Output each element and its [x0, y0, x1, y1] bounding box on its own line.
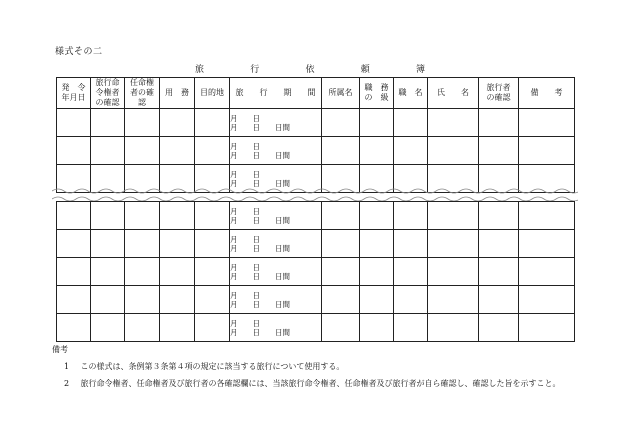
period-start: 月 日: [230, 290, 260, 300]
cell-position[interactable]: [394, 137, 428, 165]
cell-position[interactable]: [394, 286, 428, 314]
cell-business[interactable]: [160, 258, 195, 286]
col-destination: 目的地: [195, 78, 230, 109]
cell-destination[interactable]: [195, 137, 230, 165]
cell-remarks[interactable]: [519, 258, 575, 286]
cell-affiliation[interactable]: [322, 230, 360, 258]
cell-appointer-check[interactable]: [125, 202, 160, 230]
table-row: [57, 137, 575, 165]
cell-job-grade[interactable]: [360, 258, 394, 286]
col-issuer-check: 旅行命 令権者 の確認: [91, 78, 125, 109]
cell-travel-period[interactable]: [230, 230, 322, 258]
cell-business[interactable]: [160, 314, 195, 342]
table-row: [57, 109, 575, 137]
cell-issue-date[interactable]: [57, 109, 91, 137]
cell-issuer-check[interactable]: [91, 314, 125, 342]
col-job-grade: 職 務 の 級: [360, 78, 394, 109]
cell-remarks[interactable]: [519, 137, 575, 165]
note-item: [64, 378, 561, 389]
note-number: 1: [64, 362, 70, 371]
header-row: [57, 78, 575, 109]
cell-position[interactable]: [394, 230, 428, 258]
title-char: 簿: [415, 65, 425, 75]
cell-business[interactable]: [160, 137, 195, 165]
period-start: 月 日: [230, 141, 260, 151]
cell-destination[interactable]: [195, 109, 230, 137]
cell-issuer-check[interactable]: [91, 109, 125, 137]
cell-remarks[interactable]: [519, 230, 575, 258]
title-char: 依: [305, 65, 315, 75]
note-number: 2: [64, 379, 70, 388]
col-remarks: 備 考: [519, 78, 575, 109]
cell-appointer-check[interactable]: [125, 109, 160, 137]
cell-issuer-check[interactable]: [91, 137, 125, 165]
cell-job-grade[interactable]: [360, 314, 394, 342]
cell-name[interactable]: [428, 258, 479, 286]
cell-affiliation[interactable]: [322, 202, 360, 230]
cell-position[interactable]: [394, 109, 428, 137]
cell-affiliation[interactable]: [322, 137, 360, 165]
col-business: 用 務: [160, 78, 195, 109]
note-text: この様式は、条例第３条第４項の規定に該当する旅行について使用する。: [80, 362, 345, 371]
period-end-days: 月 日 日間: [230, 178, 290, 188]
cell-issue-date[interactable]: [57, 202, 91, 230]
table-row: [57, 202, 575, 230]
cell-issue-date[interactable]: [57, 314, 91, 342]
period-start: 月 日: [230, 262, 260, 272]
cell-affiliation[interactable]: [322, 258, 360, 286]
cell-travel-period[interactable]: [230, 109, 322, 137]
note-text: 旅行命令権者、任命権者及び旅行者の各確認欄には、当該旅行命令権者、任命権者及び旅行者が自ら確認し、確認した旨を示すこと。: [80, 379, 561, 388]
period-end-days: 月 日 日間: [230, 215, 290, 225]
col-position: 職 名: [394, 78, 428, 109]
title-char: 行: [250, 65, 260, 75]
table-row: [57, 258, 575, 286]
cell-traveler-check[interactable]: [479, 137, 519, 165]
col-name: 氏 名: [428, 78, 479, 109]
period-start: 月 日: [230, 234, 260, 244]
col-traveler-check: 旅行者 の確認: [479, 78, 519, 109]
notes-section: [52, 344, 561, 395]
cell-travel-period[interactable]: [230, 286, 322, 314]
ledger-table-bottom: [56, 201, 575, 342]
cell-travel-period[interactable]: [230, 202, 322, 230]
cell-affiliation[interactable]: [322, 314, 360, 342]
col-travel-period: 旅 行 期 間: [230, 78, 322, 109]
cell-remarks[interactable]: [519, 286, 575, 314]
table-row: [57, 314, 575, 342]
cell-job-grade[interactable]: [360, 202, 394, 230]
cell-traveler-check[interactable]: [479, 314, 519, 342]
ledger-table-top: [56, 77, 575, 193]
col-appointer-check: 任命権 者の確 認: [125, 78, 160, 109]
cell-job-grade[interactable]: [360, 230, 394, 258]
cell-appointer-check[interactable]: [125, 258, 160, 286]
cell-issue-date[interactable]: [57, 137, 91, 165]
cell-issue-date[interactable]: [57, 230, 91, 258]
cell-destination[interactable]: [195, 202, 230, 230]
cell-appointer-check[interactable]: [125, 314, 160, 342]
cell-issuer-check[interactable]: [91, 202, 125, 230]
cell-issuer-check[interactable]: [91, 258, 125, 286]
title-char: 旅: [195, 65, 205, 75]
title-char: 頼: [360, 65, 370, 75]
cell-job-grade[interactable]: [360, 109, 394, 137]
col-issue-date: 発 令 年月日: [57, 78, 91, 109]
cell-name[interactable]: [428, 286, 479, 314]
period-end-days: 月 日 日間: [230, 327, 290, 337]
cell-traveler-check[interactable]: [479, 258, 519, 286]
cell-travel-period[interactable]: [230, 258, 322, 286]
cell-remarks[interactable]: [519, 109, 575, 137]
cell-issue-date[interactable]: [57, 258, 91, 286]
cell-traveler-check[interactable]: [479, 202, 519, 230]
col-affiliation: 所属名: [322, 78, 360, 109]
cell-business[interactable]: [160, 109, 195, 137]
period-end-days: 月 日 日間: [230, 271, 290, 281]
period-end-days: 月 日 日間: [230, 243, 290, 253]
cell-traveler-check[interactable]: [479, 286, 519, 314]
cell-destination[interactable]: [195, 258, 230, 286]
notes-heading: 備考: [52, 345, 68, 354]
cell-traveler-check[interactable]: [479, 230, 519, 258]
cell-affiliation[interactable]: [322, 286, 360, 314]
cell-name[interactable]: [428, 314, 479, 342]
cell-position[interactable]: [394, 258, 428, 286]
period-start: 月 日: [230, 169, 260, 179]
period-end-days: 月 日 日間: [230, 150, 290, 160]
table-row: [57, 286, 575, 314]
cell-name[interactable]: [428, 109, 479, 137]
cell-appointer-check[interactable]: [125, 230, 160, 258]
cell-business[interactable]: [160, 202, 195, 230]
cell-name[interactable]: [428, 230, 479, 258]
cell-traveler-check[interactable]: [479, 109, 519, 137]
cell-position[interactable]: [394, 202, 428, 230]
cell-destination[interactable]: [195, 286, 230, 314]
cell-issuer-check[interactable]: [91, 230, 125, 258]
cell-travel-period[interactable]: [230, 137, 322, 165]
period-end-days: 月 日 日間: [230, 122, 290, 132]
cell-affiliation[interactable]: [322, 109, 360, 137]
cell-destination[interactable]: [195, 230, 230, 258]
cell-remarks[interactable]: [519, 202, 575, 230]
cell-issue-date[interactable]: [57, 286, 91, 314]
period-start: 月 日: [230, 206, 260, 216]
cell-job-grade[interactable]: [360, 286, 394, 314]
cell-travel-period[interactable]: [230, 314, 322, 342]
cell-business[interactable]: [160, 230, 195, 258]
period-end-days: 月 日 日間: [230, 299, 290, 309]
form-identifier: 様式その二: [55, 47, 103, 57]
continuation-break: [52, 187, 578, 201]
cell-appointer-check[interactable]: [125, 286, 160, 314]
cell-position[interactable]: [394, 314, 428, 342]
table-row: [57, 230, 575, 258]
cell-business[interactable]: [160, 286, 195, 314]
cell-appointer-check[interactable]: [125, 137, 160, 165]
form-title: [195, 62, 425, 75]
period-start: 月 日: [230, 113, 260, 123]
period-start: 月 日: [230, 318, 260, 328]
cell-name[interactable]: [428, 137, 479, 165]
cell-name[interactable]: [428, 202, 479, 230]
cell-job-grade[interactable]: [360, 137, 394, 165]
cell-destination[interactable]: [195, 314, 230, 342]
note-item: [64, 361, 561, 372]
cell-issuer-check[interactable]: [91, 286, 125, 314]
cell-remarks[interactable]: [519, 314, 575, 342]
